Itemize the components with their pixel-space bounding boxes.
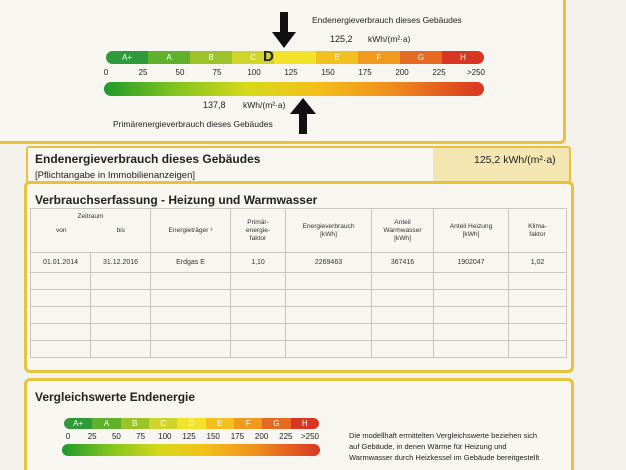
primaer-label: Primärenergieverbrauch dieses Gebäudes	[113, 119, 273, 129]
vergleich-tick-4: 100	[158, 432, 172, 441]
vergleich-title: Vergleichswerte Endenergie	[35, 390, 196, 404]
vergleich-class-e: E	[206, 418, 234, 429]
endenergie-arrow-icon	[272, 12, 296, 48]
vergleich-tick-7: 175	[230, 432, 245, 441]
vergleich-class-scale	[64, 418, 319, 429]
vergleich-tick-labels	[65, 432, 320, 442]
cell-von: 01.01.2014	[31, 253, 91, 273]
top-class-c: C	[232, 51, 274, 64]
primaer-value: 137,8	[203, 100, 226, 110]
top-class-e: E	[316, 51, 358, 64]
cell-heizung: 1902047	[434, 253, 509, 273]
top-tick-8: 200	[395, 68, 409, 77]
vergleich-text-3: Warmwasser durch Heizkessel im Gebäude bereitgestellt	[349, 453, 540, 462]
vergleich-class-d: D	[177, 418, 205, 429]
hdr-bis: bis	[116, 227, 125, 234]
vergleich-tick-5: 125	[182, 432, 196, 441]
vergleich-tick-0: 0	[65, 432, 71, 441]
primaer-arrow-icon	[290, 98, 316, 134]
top-tick-3: 75	[212, 68, 222, 77]
summary-subtitle: [Pflichtangabe in Immobilienanzeigen]	[35, 170, 196, 181]
top-class-b: B	[190, 51, 232, 64]
top-class-a: A	[148, 51, 190, 64]
vergleich-tick-6: 150	[206, 432, 220, 441]
vergleich-tick-3: 75	[136, 432, 146, 441]
top-tick-4: 100	[247, 68, 261, 77]
top-tick-7: 175	[358, 68, 372, 77]
summary-value: 125,2 kWh/(m²·a)	[474, 154, 556, 166]
vergleich-class-c: C	[149, 418, 177, 429]
vergleich-text-2: auf Gebäude, in denen Wärme für Heizung und	[349, 442, 507, 451]
vergleich-gradient-bar	[62, 444, 320, 456]
vergleich-class-a: A	[92, 418, 120, 429]
vergleich-class-aplus: A+	[64, 418, 92, 429]
vergleich-text-1: Die modellhaft ermittelten Vergleichswerte beziehen sich	[349, 431, 538, 440]
cell-faktor: 1,10	[231, 253, 286, 273]
class-d-label: D	[263, 48, 274, 65]
top-class-d	[274, 51, 316, 64]
vergleich-class-b: B	[121, 418, 149, 429]
vergleich-tick-9: 225	[279, 432, 293, 441]
energy-class-scale	[106, 51, 484, 64]
table-row	[31, 307, 567, 324]
top-class-h: H	[442, 51, 484, 64]
verbrauch-title: Verbrauchserfassung - Heizung und Warmwasser	[35, 193, 318, 207]
hdr-von: von	[55, 227, 67, 234]
top-tick-0: 0	[103, 68, 109, 77]
endenergie-unit: kWh/(m²·a)	[368, 34, 411, 44]
vergleich-tick-1: 25	[87, 432, 97, 441]
summary-title: Endenergieverbrauch dieses Gebäudes	[35, 152, 261, 166]
table-row	[31, 324, 567, 341]
top-class-g: G	[400, 51, 442, 64]
verbrauch-table	[30, 208, 567, 358]
endenergie-label: Endenergieverbrauch dieses Gebäudes	[312, 15, 462, 25]
top-class-aplus: A+	[106, 51, 148, 64]
table-row	[31, 273, 567, 290]
cell-warmwasser: 367416	[372, 253, 434, 273]
cell-bis: 31.12.2016	[91, 253, 151, 273]
vergleich-tick-10: >250	[300, 432, 320, 441]
cell-klima: 1,02	[509, 253, 567, 273]
top-tick-5: 125	[284, 68, 298, 77]
vergleich-class-g: G	[262, 418, 290, 429]
cell-traeger: Erdgas E	[151, 253, 231, 273]
vergleich-class-f: F	[234, 418, 262, 429]
hdr-energieverbrauch: Energieverbrauch [kWh]	[286, 209, 372, 253]
hdr-klima: Klima- faktor	[509, 209, 567, 253]
top-tick-labels	[103, 68, 486, 78]
top-tick-2: 50	[175, 68, 185, 77]
top-tick-10: >250	[466, 68, 486, 77]
hdr-energietraeger: Energieträger ³	[151, 209, 231, 253]
table-row	[31, 290, 567, 307]
hdr-primaer: Primär- energie- faktor	[231, 209, 286, 253]
energy-gradient-bar	[104, 82, 484, 96]
primaer-unit: kWh/(m²·a)	[243, 100, 286, 110]
endenergie-value: 125,2	[330, 34, 353, 44]
hdr-heizung: Anteil Heizung [kWh]	[434, 209, 509, 253]
hdr-warmwasser: Anteil Warmwasser [kWh]	[372, 209, 434, 253]
top-tick-6: 150	[321, 68, 335, 77]
vergleich-class-h: H	[291, 418, 319, 429]
table-row	[31, 253, 567, 273]
top-tick-9: 225	[432, 68, 446, 77]
table-row	[31, 341, 567, 358]
top-class-f: F	[358, 51, 400, 64]
hdr-zeitraum: Zeitraum	[77, 213, 104, 220]
vergleich-tick-2: 50	[111, 432, 121, 441]
top-tick-1: 25	[138, 68, 148, 77]
cell-verbrauch: 2269463	[286, 253, 372, 273]
vergleich-tick-8: 200	[254, 432, 269, 441]
